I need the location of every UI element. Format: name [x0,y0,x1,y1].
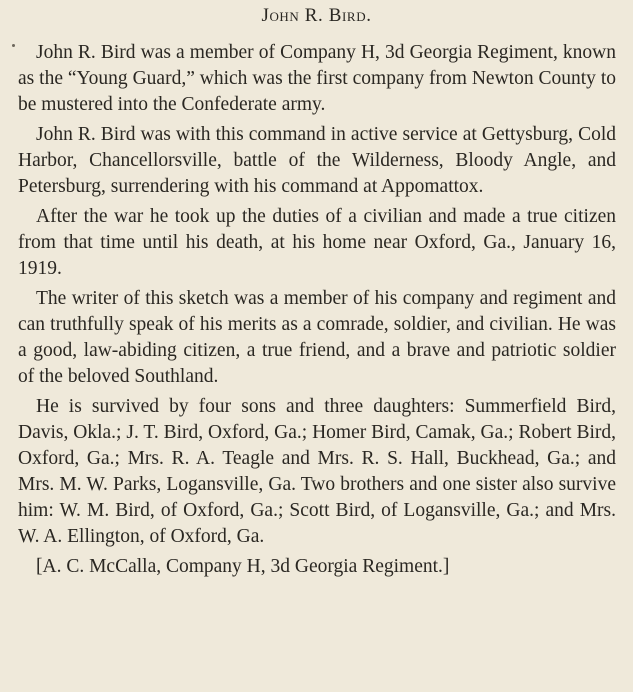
article-body [18,40,616,584]
article-title: John R. Bird. [261,5,372,26]
paragraph-tribute: The writer of this sketch was a member of his company and regiment and can truthfully speak of his merits as a comrade, soldier, and civilian. He was a good, law-abiding citizen, a true friend, and a brave and patriotic soldier of the beloved Southland. [18,288,616,387]
paragraph-service-company: John R. Bird was a member of Company H, 3d Georgia Regiment, known as the “Young Guard,” which was the first company from Newton County to be mustered into the Confederate army. [18,42,616,115]
paragraph-survivors: He is survived by four sons and three daughters: Summerfield Bird, Davis, Okla.; J. T. Bird, Oxford, Ga.; Homer Bird, Camak, Ga.; Robert Bird, Oxford, Ga.; Mrs. R. A. Teagle and Mrs. R. S. Hall, Buckhead, Ga.; and Mrs. M. W. Parks, Logansville, Ga. Two brothers and one sister also survive him: W. M. Bird, of Oxford, Ga.; Scott Bird, of Logansville, Ga.; and Mrs. W. A. Ellington, of Oxford, Ga. [18,396,616,547]
paragraph-civilian-life: After the war he took up the duties of a civilian and made a true citizen from that time until his death, at his home near Oxford, Ga., January 16, 1919. [18,206,616,279]
author-signature: [A. C. McCalla, Company H, 3d Georgia Regiment.] [36,556,450,577]
margin-mark [12,44,15,47]
paragraph-battles: John R. Bird was with this command in active service at Gettysburg, Cold Harbor, Chancellorsville, battle of the Wilderness, Bloody Angle, and Petersburg, surrendering with his command at Appomattox. [18,124,616,197]
